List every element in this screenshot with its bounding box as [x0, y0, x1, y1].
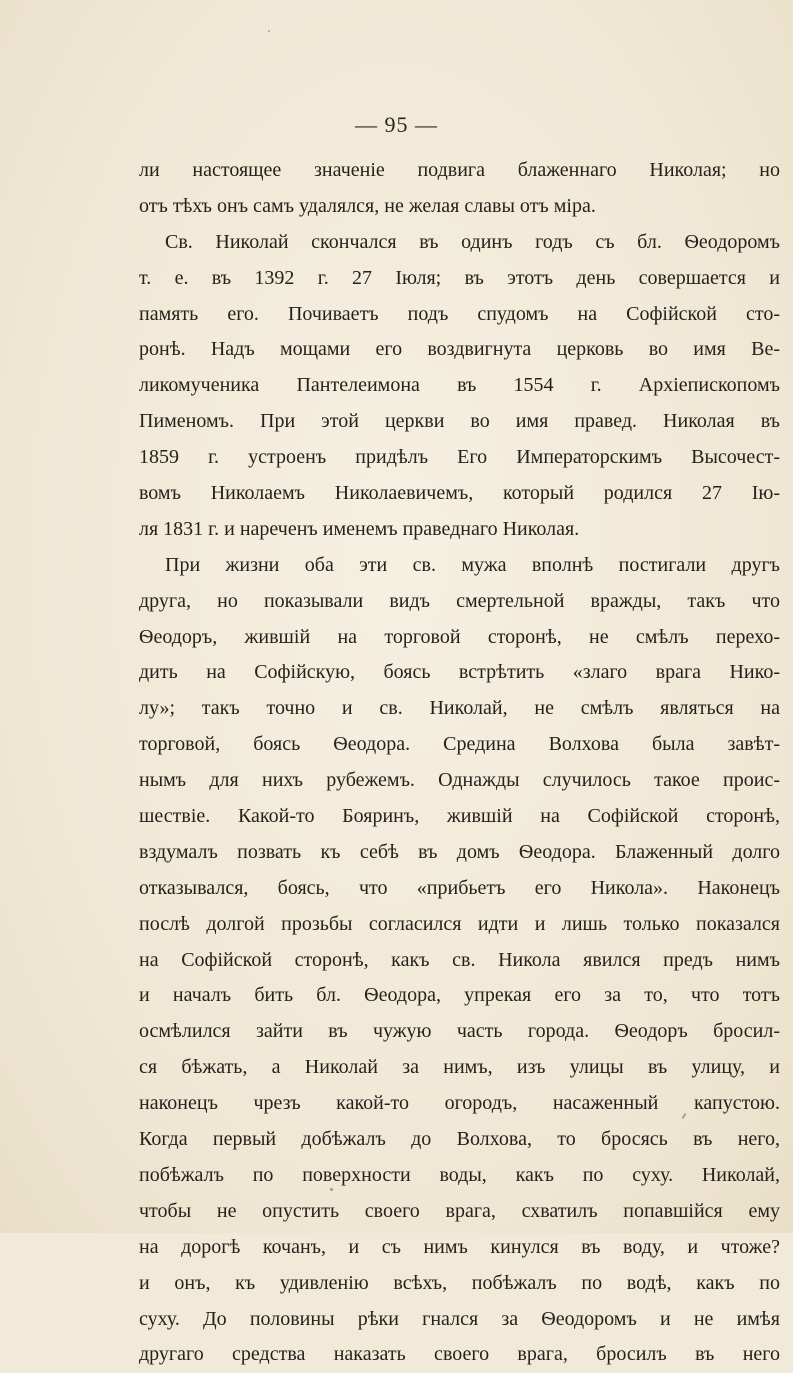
- text-line: другаго средства наказать своего врага, бросилъ въ него: [139, 1343, 780, 1366]
- paper-speck: [268, 30, 270, 32]
- text-line: Св. Николай скончался въ одинъ годъ съ бл. Ѳеодоромъ: [165, 230, 780, 253]
- text-line: вомъ Николаемъ Николаевичемъ, который родился 27 Ію-: [139, 482, 780, 505]
- text-line: 1859 г. устроенъ придѣлъ Его Императорскимъ Высочест-: [139, 446, 780, 469]
- text-line: ли настоящее значеніе подвига блаженнаго Николая; но: [139, 159, 780, 181]
- text-line: отъ тѣхъ онъ самъ удалялся, не желая славы отъ міра.: [139, 194, 596, 217]
- text-line: Когда первый добѣжалъ до Волхова, то бросясь въ него,: [139, 1128, 780, 1151]
- text-line: память его. Почиваетъ подъ спудомъ на Софійской сто-: [139, 302, 780, 325]
- text-line: Пименомъ. При этой церкви во имя правед. Николая въ: [139, 410, 780, 433]
- text-line: вздумалъ позвать къ себѣ въ домъ Ѳеодора. Блаженный долго: [139, 840, 780, 863]
- text-line: т. е. въ 1392 г. 27 Іюля; въ этотъ день совершается и: [139, 266, 780, 289]
- text-line: друга, но показывали видъ смертельной вражды, такъ что: [139, 589, 780, 612]
- text-line: отказывался, боясь, что «прибьетъ его Никола». Наконецъ: [139, 876, 780, 899]
- text-line: При жизни оба эти св. мужа вполнѣ постигали другъ: [165, 553, 780, 576]
- text-line: ля 1831 г. и нареченъ именемъ праведнаго Николая.: [139, 517, 580, 540]
- text-line: ся бѣжать, а Николай за нимъ, изъ улицы въ улицу, и: [139, 1056, 780, 1079]
- text-line: Ѳеодоръ, жившій на торговой сторонѣ, не смѣлъ перехо-: [139, 625, 780, 648]
- text-line: лу»; такъ точно и св. Николай, не смѣлъ являться на: [139, 697, 780, 720]
- text-line: чтобы не опустить своего врага, схватилъ попавшійся ему: [139, 1199, 780, 1222]
- text-line: нымъ для нихъ рубежемъ. Однажды случилось такое проис-: [139, 769, 780, 792]
- text-line: и онъ, къ удивленію всѣхъ, побѣжалъ по водѣ, какъ по: [139, 1271, 780, 1294]
- text-line: на дорогѣ кочанъ, и съ нимъ кинулся въ воду, и чтоже?: [139, 1235, 780, 1258]
- text-line: осмѣлился зайти въ чужую часть города. Ѳеодоръ бросил-: [139, 1020, 780, 1043]
- text-line: дить на Софійскую, боясь встрѣтить «злаго врага Нико-: [139, 661, 780, 684]
- body-text: [139, 153, 780, 1373]
- text-line: ликомученика Пантелеимона въ 1554 г. Архіепископомъ: [139, 374, 780, 397]
- text-line: наконецъ чрезъ какой-то огородъ, насаженный капустою.: [139, 1092, 780, 1115]
- text-line: и началъ бить бл. Ѳеодора, упрекая его за то, что тотъ: [139, 984, 780, 1007]
- text-line: ронѣ. Надъ мощами его воздвигнута церковь во имя Ве-: [139, 338, 780, 361]
- page-number: — 95 —: [355, 112, 438, 137]
- text-line: шествіе. Какой-то Бояринъ, жившій на Софійской сторонѣ,: [139, 805, 780, 828]
- text-line: на Софійской сторонѣ, какъ св. Никола явился предъ нимъ: [139, 948, 780, 971]
- text-line: суху. До половины рѣки гнался за Ѳеодоромъ и не имѣя: [139, 1307, 780, 1330]
- text-line: торговой, боясь Ѳеодора. Средина Волхова была завѣт-: [139, 733, 780, 756]
- text-line: послѣ долгой прозьбы согласился идти и лишь только показался: [139, 912, 780, 935]
- text-line: побѣжалъ по поверхности воды, какъ по суху. Николай,: [139, 1163, 780, 1186]
